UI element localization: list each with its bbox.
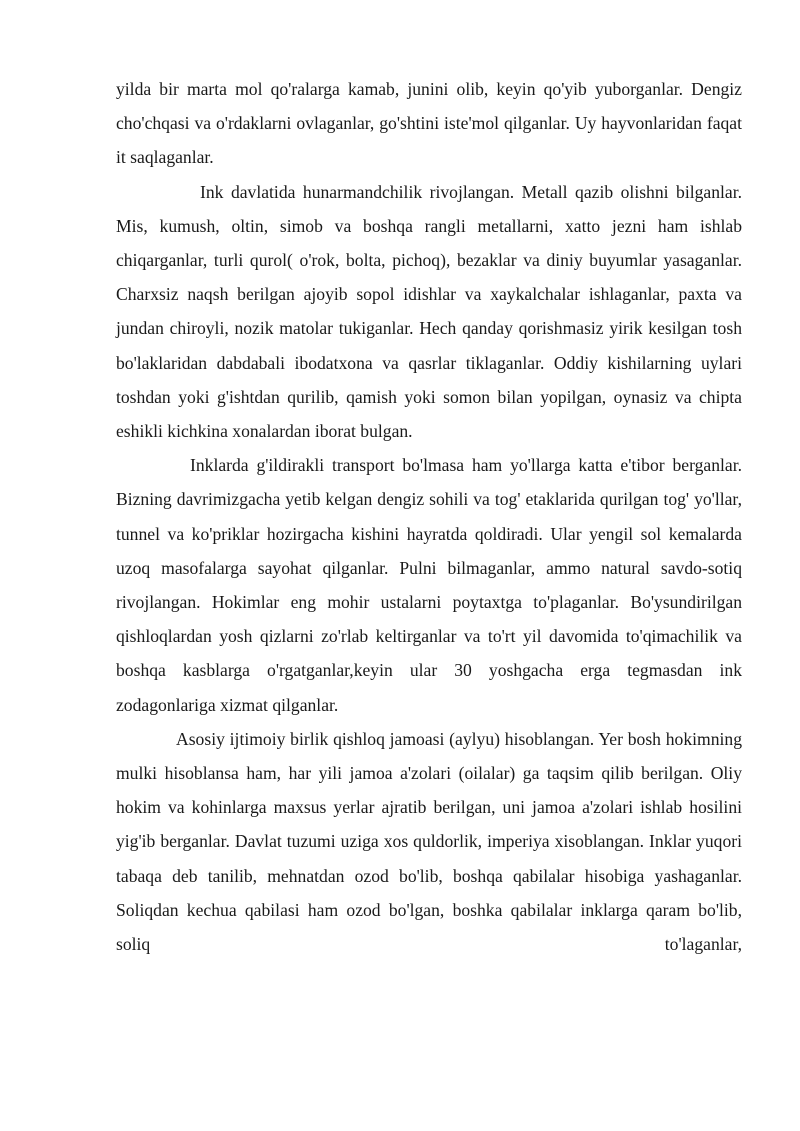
paragraph-society: Asosiy ijtimoiy birlik qishloq jamoasi (aylyu) hisoblangan. Yer bosh hokimning mulki hisoblansa ham, har yili jamoa a'zolari (oilalar) ga taqsim qilib berilgan. Oliy hokim va kohinlarga maxsus yerlar ajratib berilgan, uni jamoa a'zolari ishlab hosilini yig'ib berganlar. Davlat tuzumi uziga xos quldorlik, imperiya xisoblangan. Inklar yuqori tabaqa deb tanilib, mehnatdan ozod bo'lib, boshqa qabilalar hisobiga yashaganlar. Soliqdan kechua qabilasi ham ozod bo'lgan, boshka qabilalar inklarga qaram bo'lib, soliq to'laganlar, xyxy=(116,728,742,955)
paragraph-livestock: yilda bir marta mol qo'ralarga kamab, junini olib, keyin qo'yib yuborganlar. Dengiz cho'chqasi va o'rdaklarni ovlaganlar, go'shtini iste'mol qilganlar. Uy hayvonlaridan faqat it saqlaganlar. xyxy=(116,79,742,168)
paragraph-crafts: Ink davlatida hunarmandchilik rivojlangan. Metall qazib olishni bilganlar. Mis, kumush, oltin, simob va boshqa rangli metallarni, xatto jezni ham ishlab chiqarganlar, turli qurol( o'rok, bolta, pichoq), bezaklar va diniy buyumlar yasaganlar. Charxsiz naqsh berilgan ajoyib sopol idishlar va xaykalchalar ishlaganlar, paxta va jundan chiroyli, nozik matolar tukiganlar. Hech qanday qorishmasiz yirik kesilgan tosh bo'laklaridan dabdabali ibodatxona va qasrlar tiklaganlar. Oddiy kishilarning uylari toshdan yoki g'ishtdan qurilib, qamish yoki somon bilan yopilgan, oynasiz va chipta eshikli kichkina xonalardan iborat bulgan. xyxy=(116,181,742,442)
document-page xyxy=(116,72,742,961)
paragraph-roads: Inklarda g'ildirakli transport bo'lmasa ham yo'llarga katta e'tibor berganlar. Bizning davrimizgacha yetib kelgan dengiz sohili va tog' etaklarida qurilgan tog' yo'llar, tunnel va ko'priklar hozirgacha kishini hayratda qoldiradi. Ular yengil sol kemalarda uzoq masofalarga sayohat qilganlar. Pulni bilmaganlar, ammo natural savdo-sotiq rivojlangan. Hokimlar eng mohir ustalarni poytaxtga to'plaganlar. Bo'ysundirilgan qishloqlardan yosh qizlarni zo'rlab keltirganlar va to'rt yil davomida to'qimachilik va boshqa kasblarga o'rgatganlar,keyin ular 30 yoshgacha erga tegmasdan ink zodagonlariga xizmat qilganlar. xyxy=(116,455,742,715)
